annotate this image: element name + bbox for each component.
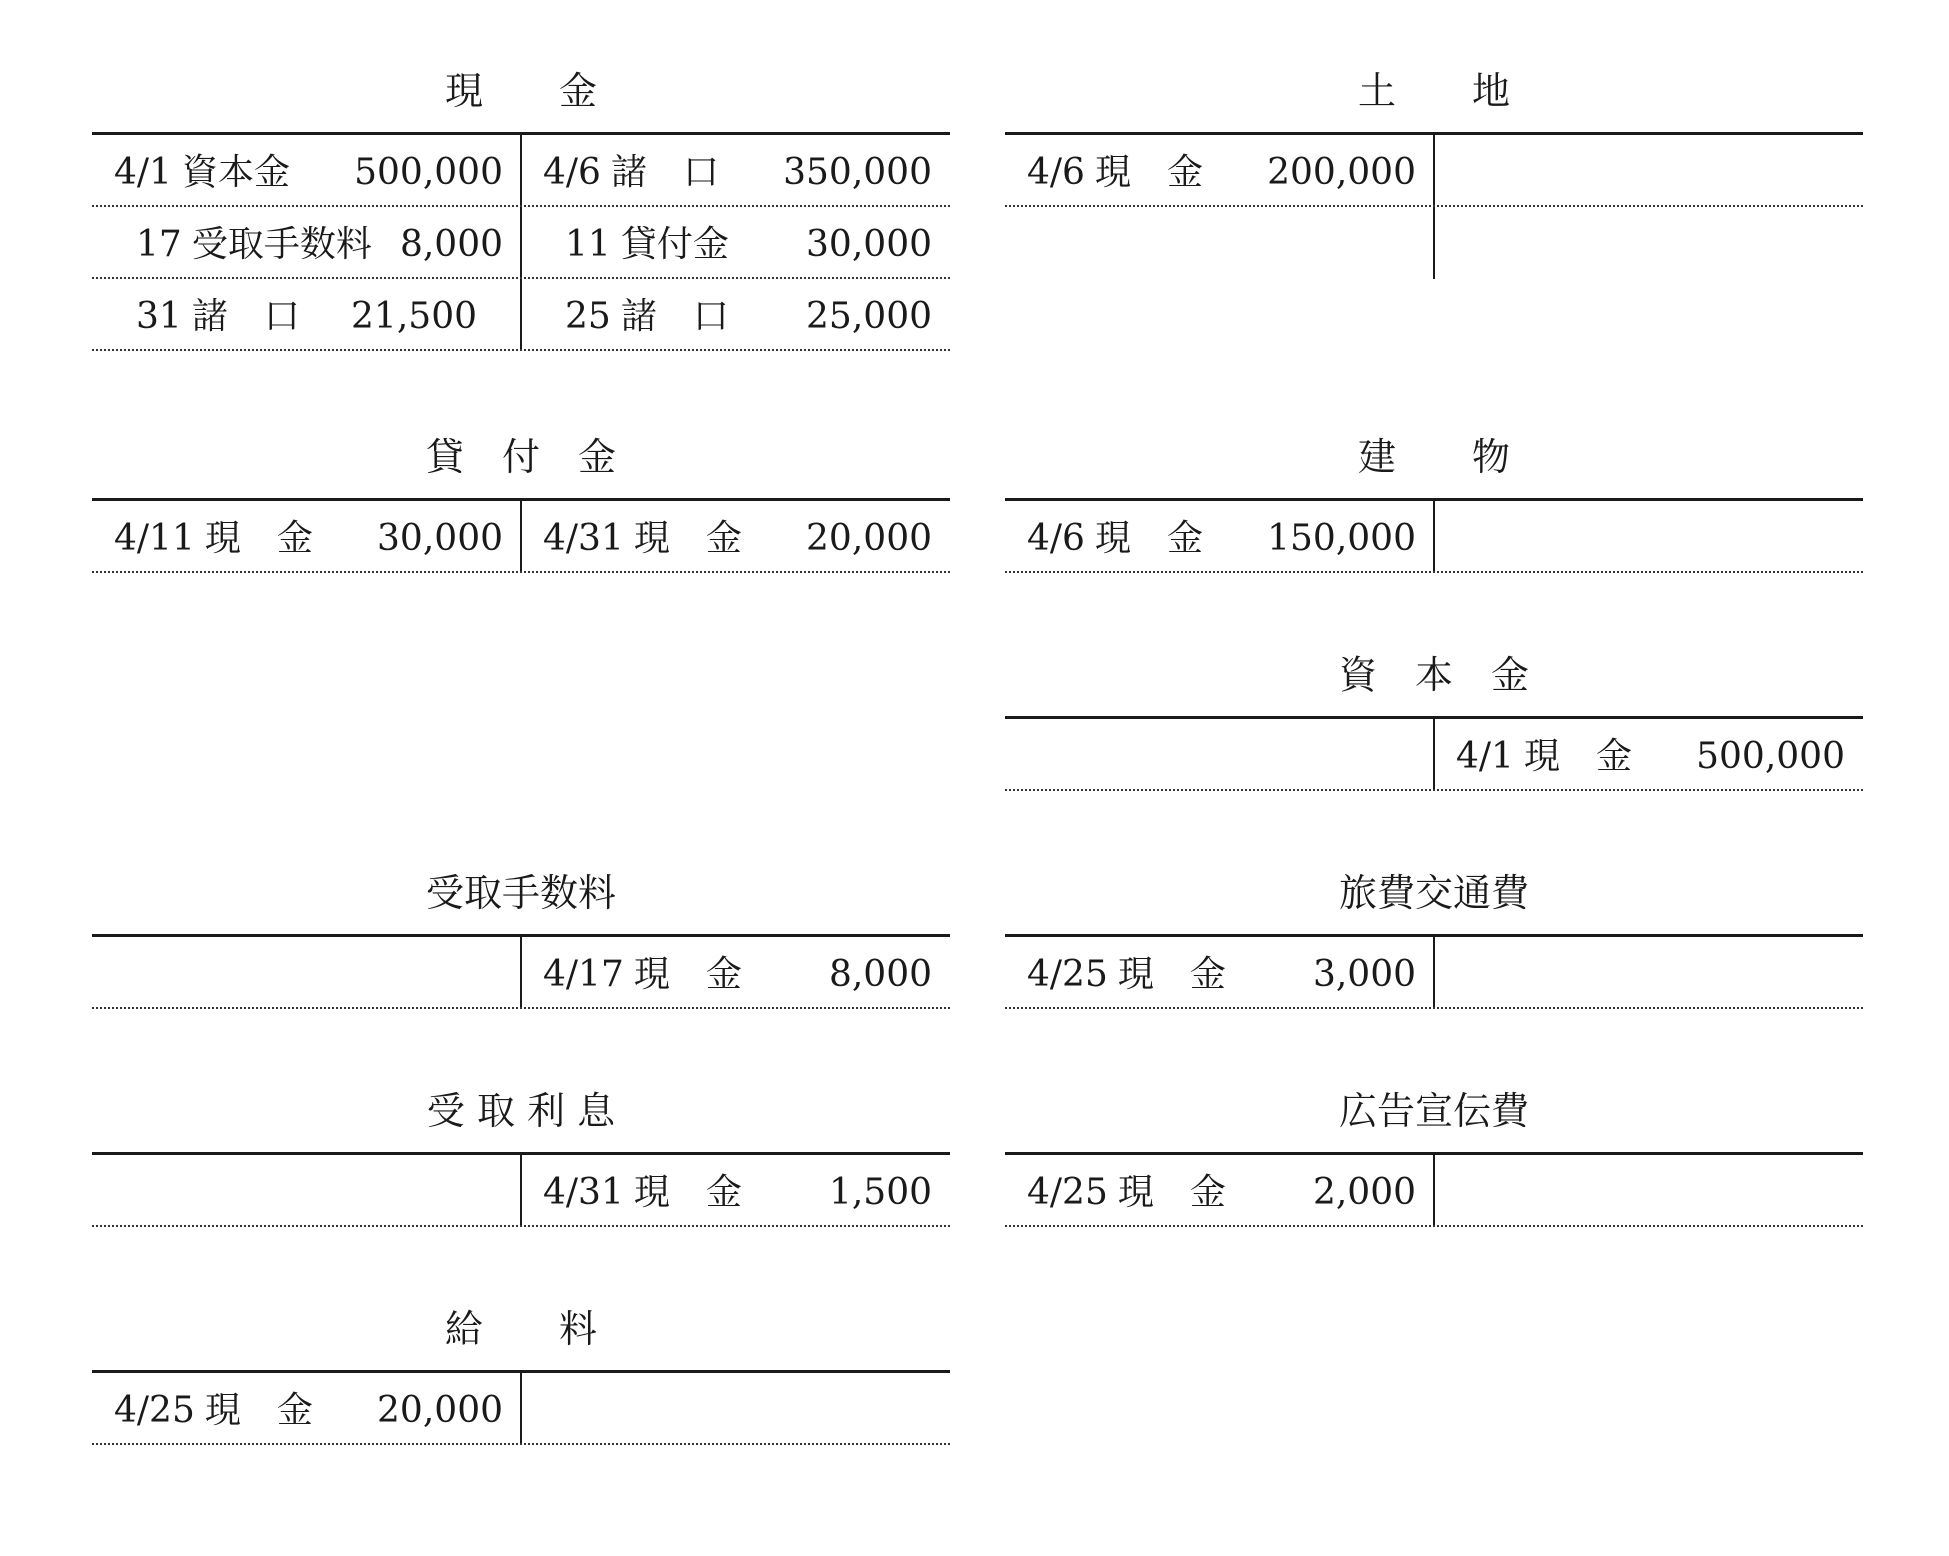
ledger-row — [92, 207, 950, 279]
account-title-text: 資 本 金 — [1338, 653, 1529, 697]
entry-date: 4/6 — [1027, 518, 1085, 559]
t-account — [1005, 132, 1863, 279]
ledger-row — [1005, 719, 1863, 791]
entry-amount: 20,000 — [806, 518, 932, 559]
ledger-row — [92, 1373, 950, 1445]
credit-entry — [1434, 207, 1863, 279]
account-title-text: 旅費交通費 — [1338, 871, 1529, 915]
credit-entry — [521, 1373, 950, 1445]
debit-entry — [1005, 1155, 1434, 1227]
credit-entry — [1434, 1155, 1863, 1227]
entry-amount: 8,000 — [828, 954, 932, 995]
entry-item: 現 金 — [1094, 518, 1203, 559]
debit-entry — [92, 1373, 521, 1445]
ledger-row — [92, 1155, 950, 1227]
account-title — [92, 62, 950, 120]
entry-item: 資本金 — [181, 152, 290, 193]
entry-item: 現 金 — [633, 954, 742, 995]
ledger-row — [92, 937, 950, 1009]
ledger-row — [92, 279, 950, 351]
debit-entry — [92, 1155, 521, 1227]
entry-item: 諸 口 — [191, 296, 300, 337]
entry-item: 現 金 — [204, 518, 313, 559]
entry-date: 17 — [136, 224, 182, 265]
entry-amount: 500,000 — [354, 152, 503, 193]
entry-item: 現 金 — [1117, 1172, 1226, 1213]
entry-date: 31 — [136, 296, 182, 337]
debit-entry — [1005, 937, 1434, 1009]
t-account — [1005, 1152, 1863, 1227]
entry-amount: 30,000 — [377, 518, 503, 559]
debit-entry — [1005, 719, 1434, 791]
t-account — [92, 934, 950, 1009]
entry-date: 4/1 — [1456, 736, 1514, 777]
account-advertising-expenses — [1005, 1082, 1863, 1227]
debit-entry — [92, 937, 521, 1009]
entry-amount: 150,000 — [1267, 518, 1416, 559]
ledger-row — [1005, 937, 1863, 1009]
t-account — [92, 1152, 950, 1227]
debit-entry — [92, 207, 521, 279]
entry-amount: 2,000 — [1312, 1172, 1416, 1213]
credit-entry — [1434, 501, 1863, 573]
credit-entry — [521, 135, 950, 207]
account-title — [92, 1082, 950, 1140]
debit-entry — [1005, 207, 1434, 279]
account-title-text: 貸 付 金 — [425, 435, 616, 479]
t-account — [92, 498, 950, 573]
entry-amount: 3,000 — [1312, 954, 1416, 995]
account-travel-expenses — [1005, 864, 1863, 1009]
t-account — [1005, 498, 1863, 573]
t-account — [1005, 716, 1863, 791]
credit-entry — [521, 501, 950, 573]
entry-item: 現 金 — [1523, 736, 1632, 777]
account-title — [1005, 428, 1863, 486]
debit-entry — [92, 135, 521, 207]
entry-item: 諸 口 — [620, 296, 729, 337]
account-title-text: 受 取 利 息 — [426, 1089, 616, 1133]
account-loans — [92, 428, 950, 573]
account-title-text: 建 物 — [1357, 435, 1510, 479]
entry-date: 25 — [565, 296, 611, 337]
account-building — [1005, 428, 1863, 573]
entry-amount: 500,000 — [1696, 736, 1845, 777]
account-interest-revenue — [92, 1082, 950, 1227]
account-title — [92, 428, 950, 486]
entry-amount: 8,000 — [399, 224, 503, 265]
credit-entry — [521, 937, 950, 1009]
credit-entry — [521, 1155, 950, 1227]
credit-entry — [1434, 135, 1863, 207]
debit-entry — [1005, 501, 1434, 573]
entry-item: 現 金 — [204, 1390, 313, 1431]
entry-amount: 1,500 — [828, 1172, 932, 1213]
account-title — [1005, 62, 1863, 120]
account-cash — [92, 62, 950, 351]
t-account — [92, 132, 950, 351]
account-title — [1005, 646, 1863, 704]
account-commission-revenue — [92, 864, 950, 1009]
entry-item: 現 金 — [1117, 954, 1226, 995]
entry-item: 受取手数料 — [191, 224, 372, 265]
entry-date: 4/25 — [1027, 1172, 1108, 1213]
entry-date: 4/11 — [114, 518, 195, 559]
entry-item: 諸 口 — [610, 152, 719, 193]
account-salary — [92, 1300, 950, 1445]
account-title-text: 受取手数料 — [425, 871, 616, 915]
ledger-row — [1005, 1155, 1863, 1227]
debit-entry — [92, 501, 521, 573]
entry-date: 4/1 — [114, 152, 172, 193]
account-capital — [1005, 646, 1863, 791]
entry-date: 4/6 — [1027, 152, 1085, 193]
t-account — [92, 1370, 950, 1445]
account-title — [1005, 1082, 1863, 1140]
account-title-text: 給 料 — [444, 1307, 597, 1351]
entry-item: 現 金 — [633, 518, 742, 559]
ledger-row — [1005, 207, 1863, 279]
credit-entry — [1434, 937, 1863, 1009]
debit-entry — [1005, 135, 1434, 207]
entry-amount: 21,500 — [351, 296, 477, 337]
credit-entry — [521, 207, 950, 279]
ledger-row — [1005, 501, 1863, 573]
t-account — [1005, 934, 1863, 1009]
entry-amount: 200,000 — [1267, 152, 1416, 193]
entry-item: 貸付金 — [620, 224, 729, 265]
account-title-text: 土 地 — [1357, 69, 1510, 113]
entry-item: 現 金 — [633, 1172, 742, 1213]
entry-date: 4/17 — [543, 954, 624, 995]
ledger-row — [92, 135, 950, 207]
entry-amount: 25,000 — [806, 296, 932, 337]
account-title-text: 広告宣伝費 — [1338, 1089, 1529, 1133]
entry-date: 11 — [565, 224, 611, 265]
entry-date: 4/6 — [543, 152, 601, 193]
entry-date: 4/31 — [543, 1172, 624, 1213]
entry-date: 4/25 — [114, 1390, 195, 1431]
account-title — [1005, 864, 1863, 922]
ledger-row — [1005, 135, 1863, 207]
ledger-row — [92, 501, 950, 573]
account-title — [92, 1300, 950, 1358]
entry-amount: 350,000 — [783, 152, 932, 193]
entry-amount: 20,000 — [377, 1390, 503, 1431]
entry-item: 現 金 — [1094, 152, 1203, 193]
account-land — [1005, 62, 1863, 279]
entry-date: 4/25 — [1027, 954, 1108, 995]
credit-entry — [1434, 719, 1863, 791]
account-title — [92, 864, 950, 922]
entry-amount: 30,000 — [806, 224, 932, 265]
credit-entry — [521, 279, 950, 351]
entry-date: 4/31 — [543, 518, 624, 559]
account-title-text: 現 金 — [444, 69, 597, 113]
debit-entry — [92, 279, 521, 351]
